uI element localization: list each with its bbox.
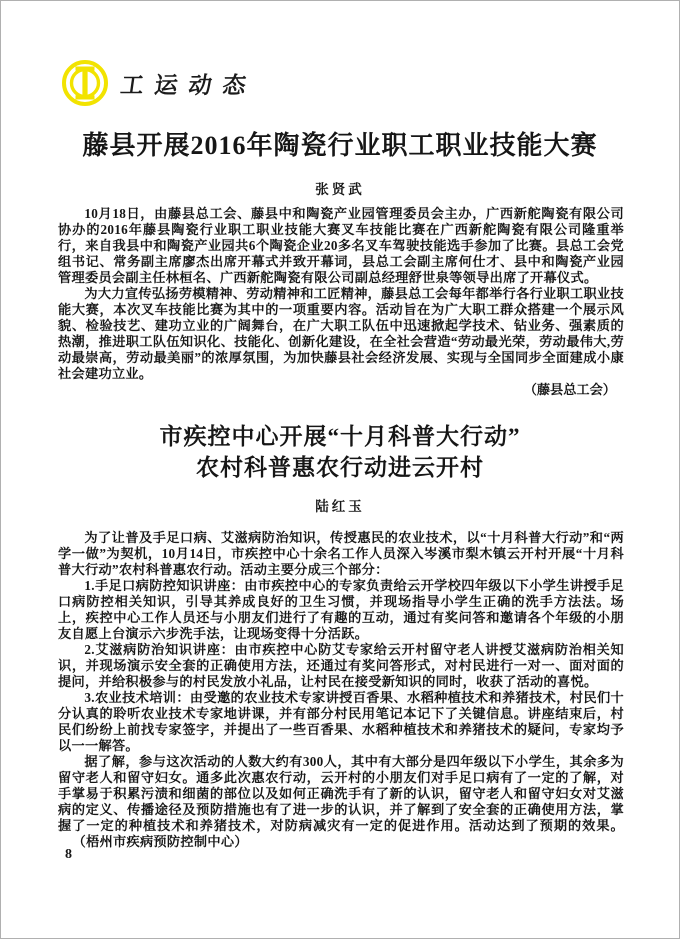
- article2-paragraph: 2.艾滋病防治知识讲座：由市疾控中心防艾专家给云开村留守老人讲授艾滋病防治相关知识，并现场演示安全套的正确使用方法，还通过有奖问答形式，对村民进行一对一、面对面的提问，并给积极参与的村民发放小礼品，让村民在接受新知识的同时，收获了活动的喜悦。: [58, 642, 624, 689]
- article2-title-line2: 农村科普惠农行动进云开村: [196, 455, 484, 480]
- article2-last-paragraph: [58, 754, 624, 850]
- article2-paragraph: 1.手足口病防控知识讲座：由市疾控中心的专家负责给云开学校四年级以下小学生讲授手足口病防控相关知识，引导其养成良好的卫生习惯，并现场指导小学生正确的洗手方法法。场上，疾控中心工作人员还与小朋友们进行了有趣的互动，通过有奖问答和邀请各个年级的小朋友自愿上台演示六步洗手法，让现场变得十分活跃。: [58, 578, 624, 641]
- article2-body: [58, 530, 624, 850]
- article2-paragraph: 3.农业技术培训：由受邀的农业技术专家讲授百香果、水稻种植技术和养猪技术，村民们十分认真的聆听农业技术专家地讲课，并有部分村民用笔记本记下了关键信息。讲座结束后，村民们纷纷上前找专家签字，并提出了一些百香果、水稻种植技术和养猪技术的疑问，专家均予以一一解答。: [58, 690, 624, 753]
- article1-paragraph: 10月18日，由藤县总工会、藤县中和陶瓷产业园管理委员会主办，广西新舵陶瓷有限公司协办的2016年藤县陶瓷行业职工职业技能大赛叉车技能比赛在广西新舵陶瓷有限公司隆重举行，来自我县中和陶瓷产业园共6个陶瓷企业20多名叉车驾驶技能选手参加了比赛。县总工会党组书记、常务副主席廖杰出席开幕式并致开幕词，县总工会副主席何仕才、县中和陶瓷产业园管理委员会副主任林桓名、广西新舵陶瓷有限公司副总经理舒世泉等领导出席了开幕仪式。: [58, 206, 624, 285]
- article1-body: [58, 206, 624, 398]
- masthead-header: [61, 59, 257, 107]
- article1-attribution: （藤县总工会）: [523, 382, 616, 397]
- article1-author: 张贤武: [315, 182, 365, 197]
- article2-title-line1: 市疾控中心开展“十月科普大行动”: [159, 424, 521, 449]
- article2-author: 陆红玉: [315, 499, 365, 514]
- article2-attribution: （梧州市疾病预防控制中心）: [79, 834, 248, 849]
- article2-paragraph-text: 据了解，参与这次活动的人数大约有300人，其中有大部分是四年级以下小学生，其余多为留守老人和留守妇女。通多此次惠农行动，云开村的小朋友们对手足口病有了一定的了解，对手掌易于积累污渍和细菌的部位以及如何正确洗手有了新的认识，留守老人和留守妇女对艾滋病的定义、传播途径及预防措施也有了进一步的认识，并了解到了安全套的正确使用方法，掌握了一定的种植技术和养猪技术，对防病减灾有一定的促进作用。活动达到了预期的效果。: [58, 754, 624, 833]
- page-number: 8: [65, 847, 72, 862]
- masthead-title: 工运动态: [118, 72, 259, 98]
- article2-paragraph: 为了让普及手足口病、艾滋病防治知识，传授惠民的农业技术，以“十月科普大行动”和“两学一做”为契机，10月14日，市疾控中心十余名工作人员深入岑溪市梨木镇云开村开展“十月科普大行动”农村科普惠农行动。活动主要分成三个部分：: [58, 530, 624, 577]
- article2-title: [1, 421, 679, 483]
- article1-paragraph: 为大力宣传弘扬劳模精神、劳动精神和工匠精神，藤县总工会每年都举行各行业职工职业技能大赛，本次叉车技能比赛为其中的一项重要内容。活动旨在为广大职工群众搭建一个展示风貌、检验技艺、建功立业的广阔舞台，在广大职工队伍中迅速掀起学技术、钻业务、强素质的热潮，推进职工队伍知识化、技能化、创新化建设，在全社会营造“劳动最光荣，劳动最伟大,劳动最崇高，劳动最美丽”的浓厚氛围，为加快藤县社会经济发展、实现与全国同步全面建成小康社会建功立业。: [58, 286, 624, 381]
- article1-title: 藤县开展2016年陶瓷行业职工职业技能大赛: [82, 131, 598, 160]
- acftu-trade-union-emblem-icon: [61, 59, 109, 107]
